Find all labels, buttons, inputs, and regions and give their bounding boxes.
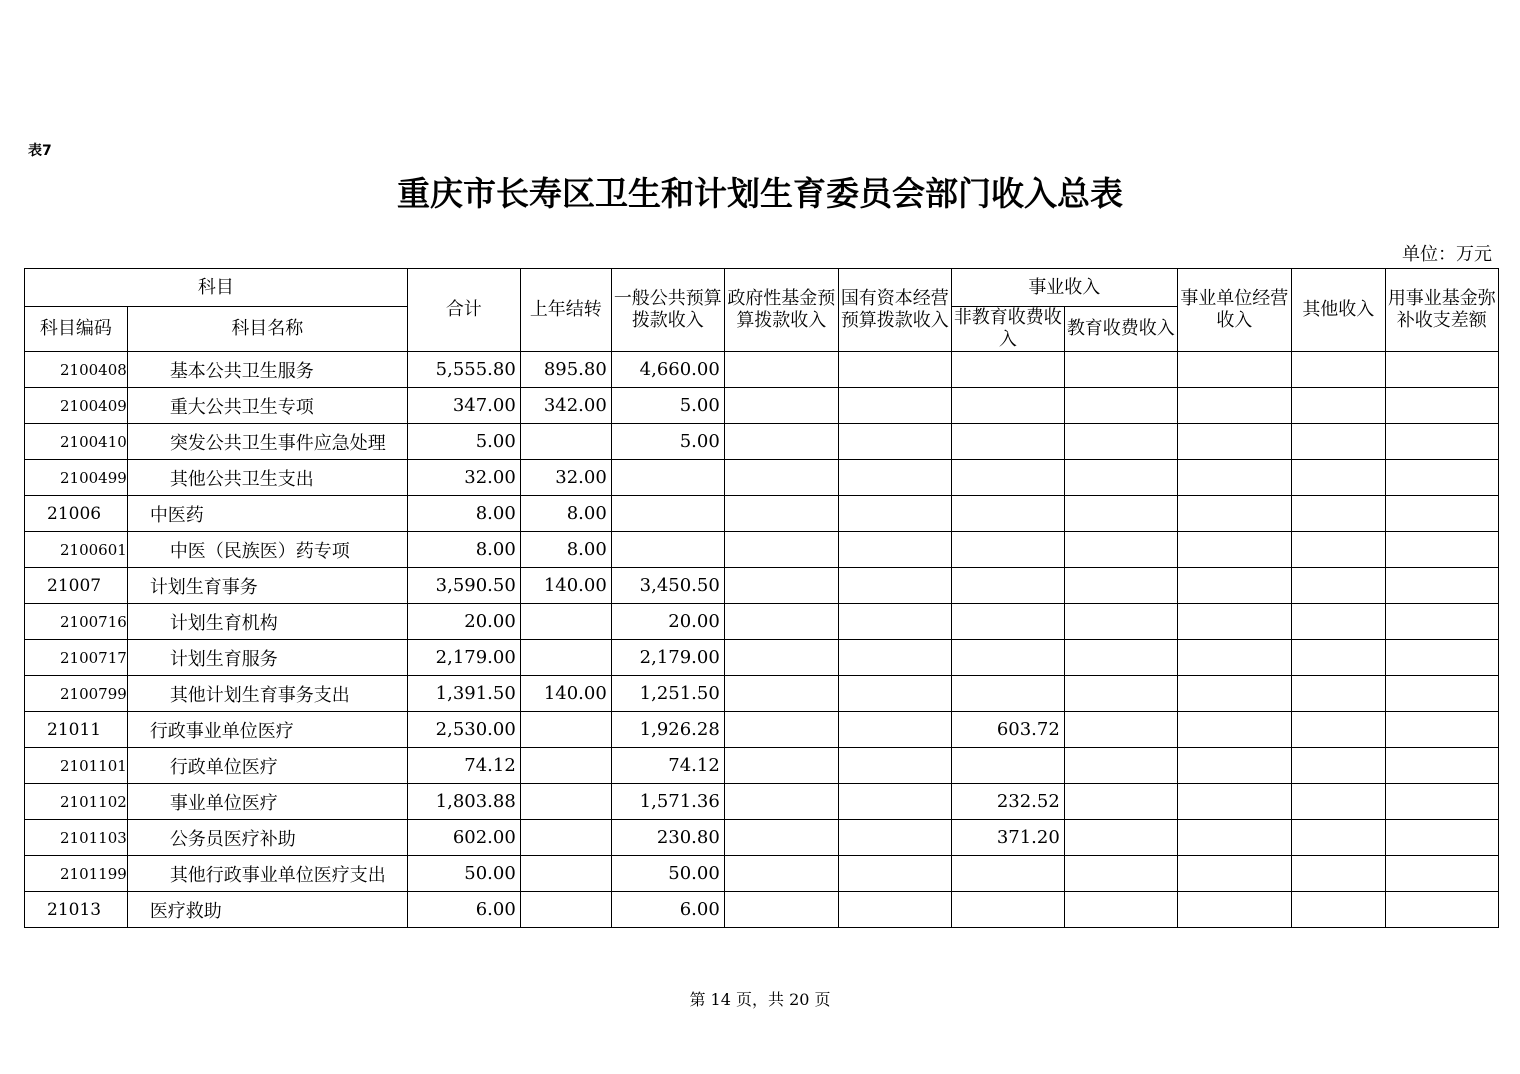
cell-gov-fund — [724, 784, 838, 820]
cell-carryover: 895.80 — [520, 352, 611, 388]
cell-name: 行政事业单位医疗 — [127, 712, 407, 748]
cell-fund — [1385, 424, 1498, 460]
cell-code: 21013 — [25, 892, 128, 928]
cell-code: 2100716 — [25, 604, 128, 640]
cell-general: 1,251.50 — [611, 676, 724, 712]
cell-code: 2100799 — [25, 676, 128, 712]
cell-gov-fund — [724, 712, 838, 748]
cell-fund — [1385, 820, 1498, 856]
cell-edu — [1064, 676, 1177, 712]
cell-total: 32.00 — [407, 460, 520, 496]
cell-total: 3,590.50 — [407, 568, 520, 604]
cell-general: 74.12 — [611, 748, 724, 784]
cell-operating — [1177, 748, 1291, 784]
cell-name: 公务员医疗补助 — [127, 820, 407, 856]
cell-name: 中医药 — [127, 496, 407, 532]
cell-edu — [1064, 892, 1177, 928]
cell-edu — [1064, 352, 1177, 388]
cell-name: 其他行政事业单位医疗支出 — [127, 856, 407, 892]
cell-gov-fund — [724, 820, 838, 856]
cell-total: 602.00 — [407, 820, 520, 856]
cell-total: 8.00 — [407, 496, 520, 532]
cell-gov-fund — [724, 388, 838, 424]
cell-carryover: 32.00 — [520, 460, 611, 496]
table-body — [25, 352, 1499, 928]
cell-general: 4,660.00 — [611, 352, 724, 388]
cell-other — [1291, 892, 1385, 928]
header-carryover: 上年结转 — [520, 269, 611, 352]
cell-fund — [1385, 460, 1498, 496]
cell-operating — [1177, 640, 1291, 676]
header-edu-fee: 教育收费收入 — [1064, 307, 1177, 352]
cell-operating — [1177, 352, 1291, 388]
table-row — [25, 640, 1499, 676]
cell-gov-fund — [724, 460, 838, 496]
cell-state-capital — [838, 784, 951, 820]
cell-operating — [1177, 712, 1291, 748]
cell-code: 2100717 — [25, 640, 128, 676]
cell-edu — [1064, 640, 1177, 676]
cell-total: 1,803.88 — [407, 784, 520, 820]
cell-operating — [1177, 820, 1291, 856]
cell-non-edu: 603.72 — [951, 712, 1064, 748]
table-row — [25, 424, 1499, 460]
cell-fund — [1385, 532, 1498, 568]
cell-state-capital — [838, 856, 951, 892]
cell-fund — [1385, 712, 1498, 748]
cell-operating — [1177, 568, 1291, 604]
cell-name: 重大公共卫生专项 — [127, 388, 407, 424]
cell-non-edu — [951, 424, 1064, 460]
cell-general: 20.00 — [611, 604, 724, 640]
cell-code: 2100601 — [25, 532, 128, 568]
cell-state-capital — [838, 712, 951, 748]
cell-other — [1291, 640, 1385, 676]
cell-fund — [1385, 640, 1498, 676]
cell-total: 347.00 — [407, 388, 520, 424]
header-code: 科目编码 — [25, 307, 128, 352]
cell-carryover — [520, 424, 611, 460]
cell-edu — [1064, 712, 1177, 748]
header-other-income: 其他收入 — [1291, 269, 1385, 352]
header-non-edu-fee: 非教育收费收入 — [951, 307, 1064, 352]
table-row — [25, 568, 1499, 604]
cell-other — [1291, 748, 1385, 784]
cell-non-edu — [951, 604, 1064, 640]
unit-label: 单位：万元 — [1402, 244, 1492, 265]
header-name: 科目名称 — [127, 307, 407, 352]
table-row — [25, 496, 1499, 532]
cell-carryover — [520, 820, 611, 856]
header-subject: 科目 — [25, 269, 408, 307]
cell-name: 计划生育服务 — [127, 640, 407, 676]
cell-general: 2,179.00 — [611, 640, 724, 676]
cell-gov-fund — [724, 676, 838, 712]
table-row — [25, 784, 1499, 820]
cell-fund — [1385, 748, 1498, 784]
cell-gov-fund — [724, 748, 838, 784]
cell-operating — [1177, 892, 1291, 928]
cell-fund — [1385, 604, 1498, 640]
cell-edu — [1064, 784, 1177, 820]
cell-name: 其他计划生育事务支出 — [127, 676, 407, 712]
cell-name: 基本公共卫生服务 — [127, 352, 407, 388]
cell-gov-fund — [724, 496, 838, 532]
cell-carryover: 140.00 — [520, 568, 611, 604]
cell-operating — [1177, 856, 1291, 892]
cell-code: 21007 — [25, 568, 128, 604]
cell-general: 50.00 — [611, 856, 724, 892]
cell-state-capital — [838, 820, 951, 856]
cell-total: 20.00 — [407, 604, 520, 640]
cell-gov-fund — [724, 532, 838, 568]
cell-total: 5,555.80 — [407, 352, 520, 388]
page-footer: 第 14 页，共 20 页 — [689, 990, 831, 1009]
cell-edu — [1064, 856, 1177, 892]
cell-carryover: 140.00 — [520, 676, 611, 712]
cell-other — [1291, 784, 1385, 820]
cell-operating — [1177, 424, 1291, 460]
cell-state-capital — [838, 352, 951, 388]
cell-total: 8.00 — [407, 532, 520, 568]
cell-other — [1291, 820, 1385, 856]
cell-other — [1291, 604, 1385, 640]
cell-edu — [1064, 460, 1177, 496]
cell-general: 6.00 — [611, 892, 724, 928]
cell-state-capital — [838, 676, 951, 712]
table-row — [25, 676, 1499, 712]
cell-code: 2100408 — [25, 352, 128, 388]
cell-state-capital — [838, 460, 951, 496]
cell-non-edu — [951, 496, 1064, 532]
header-general-budget: 一般公共预算拨款收入 — [611, 269, 724, 352]
cell-edu — [1064, 388, 1177, 424]
cell-non-edu — [951, 892, 1064, 928]
cell-non-edu — [951, 460, 1064, 496]
cell-general: 3,450.50 — [611, 568, 724, 604]
cell-state-capital — [838, 424, 951, 460]
table-row — [25, 712, 1499, 748]
cell-non-edu — [951, 352, 1064, 388]
header-fund-cover: 用事业基金弥补收支差额 — [1385, 269, 1498, 352]
cell-carryover — [520, 856, 611, 892]
cell-fund — [1385, 892, 1498, 928]
cell-gov-fund — [724, 424, 838, 460]
cell-fund — [1385, 388, 1498, 424]
header-state-capital: 国有资本经营预算拨款收入 — [838, 269, 951, 352]
cell-non-edu: 371.20 — [951, 820, 1064, 856]
cell-code: 2100499 — [25, 460, 128, 496]
cell-operating — [1177, 784, 1291, 820]
cell-name: 计划生育事务 — [127, 568, 407, 604]
cell-fund — [1385, 352, 1498, 388]
cell-edu — [1064, 568, 1177, 604]
cell-operating — [1177, 460, 1291, 496]
cell-code: 21006 — [25, 496, 128, 532]
cell-state-capital — [838, 640, 951, 676]
cell-non-edu — [951, 856, 1064, 892]
cell-total: 2,530.00 — [407, 712, 520, 748]
cell-edu — [1064, 496, 1177, 532]
table-row — [25, 532, 1499, 568]
cell-state-capital — [838, 496, 951, 532]
cell-carryover — [520, 604, 611, 640]
cell-non-edu — [951, 532, 1064, 568]
cell-non-edu — [951, 388, 1064, 424]
cell-name: 其他公共卫生支出 — [127, 460, 407, 496]
cell-general: 1,926.28 — [611, 712, 724, 748]
cell-total: 1,391.50 — [407, 676, 520, 712]
cell-non-edu — [951, 568, 1064, 604]
header-gov-fund: 政府性基金预算拨款收入 — [724, 269, 838, 352]
cell-general: 5.00 — [611, 388, 724, 424]
cell-state-capital — [838, 568, 951, 604]
cell-name: 行政单位医疗 — [127, 748, 407, 784]
cell-total: 2,179.00 — [407, 640, 520, 676]
cell-gov-fund — [724, 856, 838, 892]
cell-fund — [1385, 784, 1498, 820]
cell-fund — [1385, 496, 1498, 532]
header-unit-operating: 事业单位经营收入 — [1177, 269, 1291, 352]
cell-carryover — [520, 784, 611, 820]
cell-code: 2101103 — [25, 820, 128, 856]
cell-edu — [1064, 424, 1177, 460]
cell-state-capital — [838, 748, 951, 784]
cell-gov-fund — [724, 568, 838, 604]
cell-state-capital — [838, 892, 951, 928]
cell-other — [1291, 676, 1385, 712]
cell-other — [1291, 352, 1385, 388]
cell-fund — [1385, 568, 1498, 604]
cell-operating — [1177, 496, 1291, 532]
cell-total: 74.12 — [407, 748, 520, 784]
cell-fund — [1385, 856, 1498, 892]
cell-other — [1291, 388, 1385, 424]
cell-carryover: 8.00 — [520, 532, 611, 568]
cell-general: 5.00 — [611, 424, 724, 460]
cell-operating — [1177, 388, 1291, 424]
cell-other — [1291, 568, 1385, 604]
cell-general — [611, 496, 724, 532]
header-business-income: 事业收入 — [951, 269, 1177, 307]
table-row — [25, 388, 1499, 424]
cell-name: 事业单位医疗 — [127, 784, 407, 820]
table-row — [25, 460, 1499, 496]
cell-code: 21011 — [25, 712, 128, 748]
cell-other — [1291, 856, 1385, 892]
cell-name: 医疗救助 — [127, 892, 407, 928]
cell-state-capital — [838, 532, 951, 568]
cell-other — [1291, 496, 1385, 532]
cell-carryover — [520, 712, 611, 748]
cell-gov-fund — [724, 352, 838, 388]
cell-gov-fund — [724, 604, 838, 640]
cell-fund — [1385, 676, 1498, 712]
cell-name: 突发公共卫生事件应急处理 — [127, 424, 407, 460]
table-row — [25, 820, 1499, 856]
cell-general: 230.80 — [611, 820, 724, 856]
cell-carryover — [520, 892, 611, 928]
cell-code: 2100409 — [25, 388, 128, 424]
cell-code: 2100410 — [25, 424, 128, 460]
cell-non-edu — [951, 640, 1064, 676]
cell-total: 50.00 — [407, 856, 520, 892]
cell-state-capital — [838, 604, 951, 640]
income-table — [24, 268, 1499, 928]
cell-general: 1,571.36 — [611, 784, 724, 820]
cell-carryover: 8.00 — [520, 496, 611, 532]
cell-total: 5.00 — [407, 424, 520, 460]
page-title: 重庆市长寿区卫生和计划生育委员会部门收入总表 — [397, 174, 1123, 213]
cell-carryover: 342.00 — [520, 388, 611, 424]
cell-carryover — [520, 748, 611, 784]
cell-general — [611, 532, 724, 568]
table-row — [25, 352, 1499, 388]
cell-other — [1291, 424, 1385, 460]
cell-code: 2101102 — [25, 784, 128, 820]
cell-edu — [1064, 604, 1177, 640]
table-id: 表7 — [28, 143, 52, 159]
header-total: 合计 — [407, 269, 520, 352]
table-row — [25, 892, 1499, 928]
cell-carryover — [520, 640, 611, 676]
cell-other — [1291, 712, 1385, 748]
table-row — [25, 856, 1499, 892]
cell-operating — [1177, 532, 1291, 568]
cell-general — [611, 460, 724, 496]
cell-edu — [1064, 532, 1177, 568]
cell-code: 2101101 — [25, 748, 128, 784]
cell-non-edu — [951, 676, 1064, 712]
cell-total: 6.00 — [407, 892, 520, 928]
cell-edu — [1064, 820, 1177, 856]
cell-non-edu: 232.52 — [951, 784, 1064, 820]
table-row — [25, 748, 1499, 784]
cell-code: 2101199 — [25, 856, 128, 892]
cell-gov-fund — [724, 640, 838, 676]
cell-other — [1291, 532, 1385, 568]
cell-operating — [1177, 604, 1291, 640]
cell-edu — [1064, 748, 1177, 784]
cell-gov-fund — [724, 892, 838, 928]
table-row — [25, 604, 1499, 640]
cell-operating — [1177, 676, 1291, 712]
cell-state-capital — [838, 388, 951, 424]
cell-non-edu — [951, 748, 1064, 784]
cell-name: 计划生育机构 — [127, 604, 407, 640]
cell-other — [1291, 460, 1385, 496]
cell-name: 中医（民族医）药专项 — [127, 532, 407, 568]
